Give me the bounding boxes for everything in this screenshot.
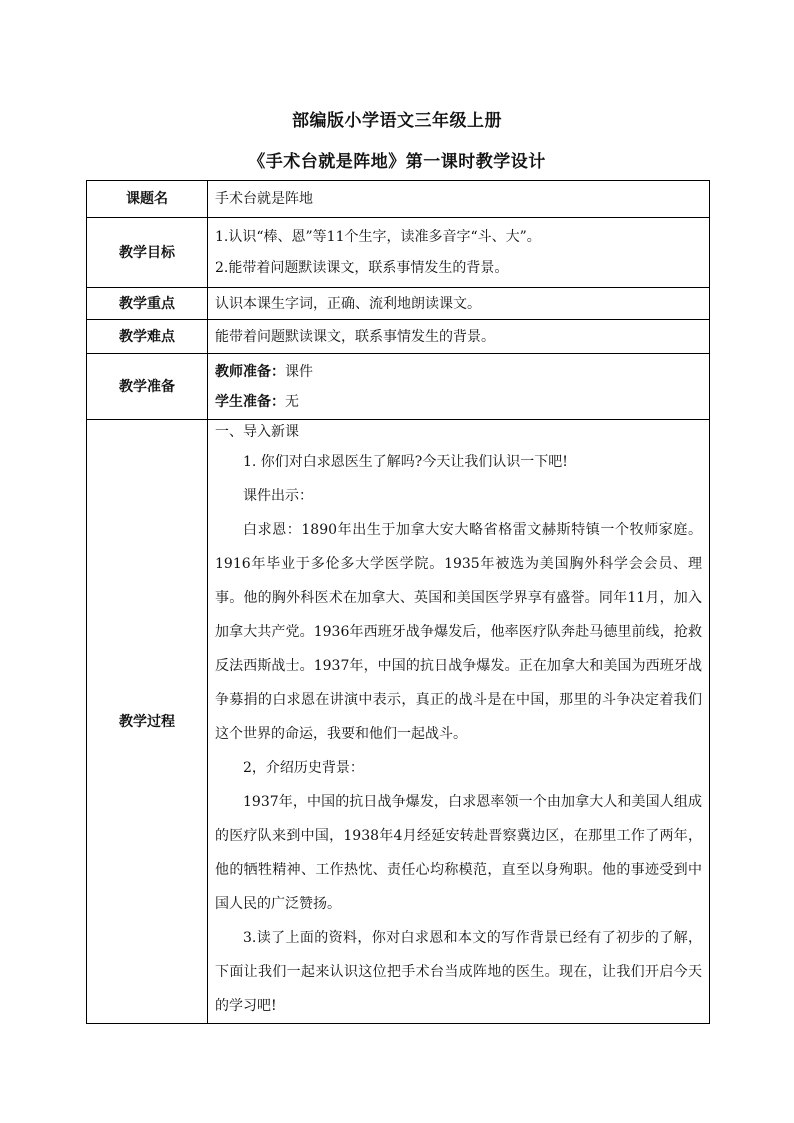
history-paragraph: 1937年，中国的抗日战争爆发，白求恩率领一个由加拿大人和美国人组成的医疗队来到中国，1938年4月经延安转赴晋察冀边区，在那里工作了两年，他的牺牲精神、工作热忱、责任心均称模范，直至以身殉职。他的事迹受到中国人民的广泛赞扬。	[215, 794, 702, 912]
goal-item-1: 1.认识“棒、恩”等11个生字，读准多音字“斗、大”。	[215, 228, 541, 245]
student-prep	[215, 387, 702, 417]
lesson-plan-table	[86, 180, 710, 1024]
process-cell	[208, 420, 710, 1024]
process-label: 教学过程	[87, 420, 208, 1024]
bio-paragraph: 白求恩：1890年出生于加拿大安大略省格雷文赫斯特镇一个牧师家庭。1916年毕业于多伦多大学医学院。1935年被选为美国胸外科学会会员、理事。他的胸外科医术在加拿大、英国和美国医学界享有盛誉。同年11月，加入加拿大共产党。1936年西班牙战争爆发后，他率医疗队奔赴马德里前线，抢救反法西斯战士。1937年，中国的抗日战争爆发。正在加拿大和美国为西班牙战争募捐的白求恩在讲演中表示，真正的战斗是在中国，那里的斗争决定着我们这个世界的命运，我要和他们一起战斗。	[215, 522, 702, 742]
table-row	[87, 181, 710, 218]
courseware-label: 课件出示：	[243, 488, 313, 504]
topic-value: 手术台就是阵地	[208, 181, 710, 218]
table-row	[87, 320, 710, 354]
section-heading: 一、导入新课	[215, 424, 299, 440]
teacher-prep-label: 教师准备：	[215, 363, 285, 380]
student-prep-label: 学生准备：	[215, 393, 285, 410]
prep-cell	[208, 354, 710, 420]
difficulty-value: 能带着问题默读课文，联系事情发生的背景。	[208, 320, 710, 354]
lesson-title: 《手术台就是阵地》第一课时教学设计	[248, 152, 546, 172]
teacher-prep	[215, 357, 702, 387]
table-row	[87, 218, 710, 288]
goals-cell	[208, 218, 710, 288]
document-title: 部编版小学语文三年级上册	[292, 111, 502, 131]
table-row	[87, 420, 710, 1024]
focus-value: 认识本课生字词，正确、流利地朗读课文。	[208, 288, 710, 320]
goal-item-2: 2.能带着问题默读课文，联系事情发生的背景。	[215, 259, 509, 276]
focus-label: 教学重点	[87, 288, 208, 320]
difficulty-label: 教学难点	[87, 320, 208, 354]
teacher-prep-value: 课件	[285, 363, 313, 380]
step-2: 2，介绍历史背景：	[243, 760, 364, 776]
table-row	[87, 354, 710, 420]
table-row	[87, 288, 710, 320]
question-1: 1. 你们对白求恩医生了解吗?今天让我们认识一下吧!	[243, 454, 568, 470]
prep-label: 教学准备	[87, 354, 208, 420]
student-prep-value: 无	[285, 393, 299, 410]
goals-label: 教学目标	[87, 218, 208, 288]
topic-label: 课题名	[87, 181, 208, 218]
step-3: 3.读了上面的资料，你对白求恩和本文的写作背景已经有了初步的了解，下面让我们一起来认识这位把手术台当成阵地的医生。现在，让我们开启今天的学习吧!	[215, 930, 702, 1014]
